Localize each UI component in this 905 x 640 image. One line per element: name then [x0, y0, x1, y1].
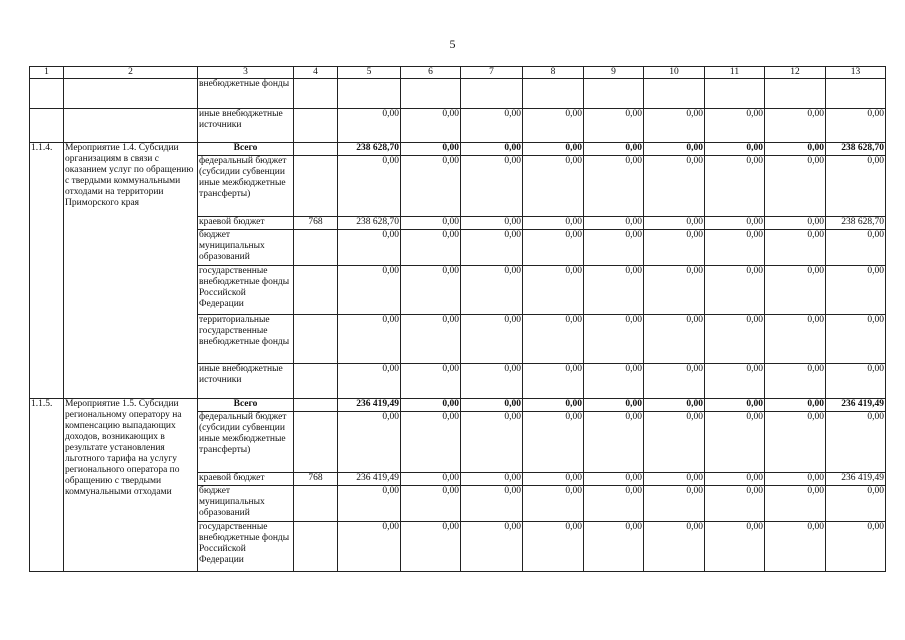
measure-title: Мероприятие 1.4. Субсидии организациям в связи с оказанием услуг по обращению с твердыми коммунальными отходами на территории Приморского края — [64, 143, 198, 399]
continuation-row — [30, 79, 886, 109]
value-cell: 0,00 — [765, 399, 826, 412]
column-header: 10 — [644, 67, 705, 79]
value-cell: 0,00 — [644, 399, 705, 412]
value-cell: 0,00 — [765, 473, 826, 486]
value-cell: 0,00 — [461, 522, 523, 572]
value-cell: 0,00 — [401, 364, 461, 399]
value-cell: 236 419,49 — [826, 473, 886, 486]
value-cell: 0,00 — [401, 473, 461, 486]
value-cell: 0,00 — [523, 230, 584, 266]
value-cell: 0,00 — [705, 266, 765, 315]
value-cell: 0,00 — [338, 522, 401, 572]
value-cell: 0,00 — [765, 217, 826, 230]
value-cell: 238 628,70 — [338, 217, 401, 230]
value-cell: 0,00 — [338, 364, 401, 399]
value-cell: 0,00 — [523, 473, 584, 486]
value-cell: 0,00 — [705, 473, 765, 486]
value-cell: 0,00 — [584, 217, 644, 230]
value-cell: 0,00 — [338, 315, 401, 364]
value-cell: 0,00 — [705, 143, 765, 156]
measure-code: 1.1.5. — [30, 399, 64, 572]
value-cell — [705, 79, 765, 109]
value-cell: 0,00 — [644, 143, 705, 156]
funding-source: государственные внебюджетные фонды Российской Федерации — [198, 522, 294, 572]
value-cell: 0,00 — [644, 486, 705, 522]
value-cell: 0,00 — [644, 315, 705, 364]
value-cell: 0,00 — [461, 364, 523, 399]
value-cell: 0,00 — [401, 522, 461, 572]
funding-source: государственные внебюджетные фонды Российской Федерации — [198, 266, 294, 315]
value-cell: 0,00 — [461, 266, 523, 315]
column-header: 1 — [30, 67, 64, 79]
column-header: 2 — [64, 67, 198, 79]
value-cell: 0,00 — [826, 364, 886, 399]
value-cell: 0,00 — [826, 156, 886, 217]
value-cell: 0,00 — [826, 109, 886, 143]
value-cell: 0,00 — [523, 315, 584, 364]
value-cell: 0,00 — [584, 143, 644, 156]
value-cell: 0,00 — [523, 364, 584, 399]
column-header: 12 — [765, 67, 826, 79]
empty-cell — [294, 109, 338, 143]
measure-total-row — [30, 143, 886, 156]
value-cell: 0,00 — [705, 156, 765, 217]
empty-cell — [294, 79, 338, 109]
budget-code — [294, 143, 338, 156]
value-cell: 0,00 — [765, 143, 826, 156]
value-cell: 0,00 — [705, 522, 765, 572]
value-cell: 0,00 — [765, 266, 826, 315]
value-cell: 0,00 — [401, 315, 461, 364]
column-header: 8 — [523, 67, 584, 79]
value-cell: 0,00 — [644, 412, 705, 473]
value-cell: 0,00 — [705, 364, 765, 399]
empty-cell — [64, 109, 198, 143]
value-cell — [338, 79, 401, 109]
header-row — [30, 67, 886, 79]
value-cell: 0,00 — [644, 473, 705, 486]
value-cell: 0,00 — [401, 412, 461, 473]
value-cell: 0,00 — [523, 486, 584, 522]
value-cell: 236 419,49 — [338, 399, 401, 412]
value-cell: 0,00 — [584, 486, 644, 522]
value-cell: 0,00 — [338, 230, 401, 266]
value-cell: 0,00 — [584, 473, 644, 486]
value-cell: 0,00 — [644, 364, 705, 399]
funding-source: Всего — [198, 399, 294, 412]
value-cell: 0,00 — [523, 217, 584, 230]
value-cell — [826, 79, 886, 109]
value-cell: 0,00 — [705, 399, 765, 412]
value-cell — [401, 79, 461, 109]
value-cell: 0,00 — [644, 217, 705, 230]
page-number: 5 — [449, 37, 456, 51]
value-cell — [461, 79, 523, 109]
value-cell: 0,00 — [584, 399, 644, 412]
measure-title: Мероприятие 1.5. Субсидии региональному оператору на компенсацию выпадающих доходов, возникающих в результате установления льготного тарифа на услугу регионального оператора по обращению с твердыми коммунальными отходами — [64, 399, 198, 572]
budget-code — [294, 266, 338, 315]
value-cell: 0,00 — [338, 266, 401, 315]
value-cell: 0,00 — [705, 109, 765, 143]
value-cell: 0,00 — [644, 266, 705, 315]
value-cell: 0,00 — [584, 109, 644, 143]
value-cell: 0,00 — [461, 230, 523, 266]
value-cell: 0,00 — [461, 315, 523, 364]
budget-code — [294, 315, 338, 364]
value-cell: 0,00 — [765, 230, 826, 266]
value-cell: 0,00 — [826, 522, 886, 572]
value-cell — [584, 79, 644, 109]
budget-code — [294, 399, 338, 412]
value-cell: 0,00 — [826, 266, 886, 315]
value-cell: 0,00 — [705, 486, 765, 522]
value-cell: 0,00 — [826, 315, 886, 364]
value-cell: 238 628,70 — [826, 143, 886, 156]
funding-source: территориальные государственные внебюджетные фонды — [198, 315, 294, 364]
value-cell: 238 628,70 — [826, 217, 886, 230]
budget-code — [294, 522, 338, 572]
value-cell: 0,00 — [523, 266, 584, 315]
value-cell: 0,00 — [401, 399, 461, 412]
value-cell: 0,00 — [523, 156, 584, 217]
value-cell: 0,00 — [584, 315, 644, 364]
funding-source: внебюджетные фонды — [198, 79, 294, 109]
value-cell: 0,00 — [401, 486, 461, 522]
value-cell: 0,00 — [826, 486, 886, 522]
column-header: 5 — [338, 67, 401, 79]
value-cell: 0,00 — [765, 364, 826, 399]
value-cell: 0,00 — [461, 486, 523, 522]
value-cell: 0,00 — [523, 399, 584, 412]
empty-cell — [64, 79, 198, 109]
empty-cell — [30, 79, 64, 109]
funding-source: иные внебюджетные источники — [198, 109, 294, 143]
funding-source: бюджет муниципальных образований — [198, 486, 294, 522]
value-cell: 0,00 — [584, 412, 644, 473]
value-cell: 0,00 — [401, 230, 461, 266]
value-cell: 0,00 — [584, 266, 644, 315]
budget-table — [29, 66, 886, 572]
value-cell: 0,00 — [765, 109, 826, 143]
funding-source: федеральный бюджет (субсидии субвенции иные межбюджетные трансферты) — [198, 156, 294, 217]
value-cell: 0,00 — [705, 412, 765, 473]
value-cell: 0,00 — [523, 109, 584, 143]
value-cell: 0,00 — [705, 230, 765, 266]
value-cell: 0,00 — [401, 156, 461, 217]
column-header: 9 — [584, 67, 644, 79]
value-cell: 0,00 — [338, 109, 401, 143]
value-cell: 0,00 — [826, 230, 886, 266]
value-cell: 0,00 — [338, 486, 401, 522]
column-header: 13 — [826, 67, 886, 79]
budget-code — [294, 156, 338, 217]
column-header: 3 — [198, 67, 294, 79]
value-cell: 0,00 — [523, 522, 584, 572]
funding-source: федеральный бюджет (субсидии субвенции иные межбюджетные трансферты) — [198, 412, 294, 473]
value-cell: 236 419,49 — [826, 399, 886, 412]
value-cell: 0,00 — [523, 412, 584, 473]
value-cell: 0,00 — [584, 522, 644, 572]
value-cell: 0,00 — [461, 109, 523, 143]
funding-source: Всего — [198, 143, 294, 156]
value-cell: 0,00 — [461, 412, 523, 473]
value-cell: 0,00 — [644, 230, 705, 266]
value-cell: 0,00 — [584, 156, 644, 217]
value-cell: 0,00 — [401, 109, 461, 143]
value-cell: 0,00 — [826, 412, 886, 473]
budget-code: 768 — [294, 473, 338, 486]
funding-source: краевой бюджет — [198, 217, 294, 230]
value-cell: 0,00 — [461, 217, 523, 230]
value-cell: 0,00 — [461, 156, 523, 217]
column-header: 4 — [294, 67, 338, 79]
value-cell: 0,00 — [644, 156, 705, 217]
column-header: 11 — [705, 67, 765, 79]
value-cell: 0,00 — [644, 109, 705, 143]
empty-cell — [30, 109, 64, 143]
value-cell: 0,00 — [644, 522, 705, 572]
value-cell: 0,00 — [461, 399, 523, 412]
value-cell: 0,00 — [765, 412, 826, 473]
budget-code — [294, 486, 338, 522]
value-cell: 0,00 — [401, 143, 461, 156]
value-cell: 0,00 — [765, 315, 826, 364]
continuation-row — [30, 109, 886, 143]
value-cell — [765, 79, 826, 109]
value-cell: 0,00 — [765, 522, 826, 572]
funding-source: краевой бюджет — [198, 473, 294, 486]
measure-total-row — [30, 399, 886, 412]
value-cell: 0,00 — [523, 143, 584, 156]
budget-code — [294, 412, 338, 473]
funding-source: бюджет муниципальных образований — [198, 230, 294, 266]
value-cell: 236 419,49 — [338, 473, 401, 486]
value-cell — [644, 79, 705, 109]
value-cell: 0,00 — [584, 364, 644, 399]
value-cell: 0,00 — [338, 156, 401, 217]
funding-source: иные внебюджетные источники — [198, 364, 294, 399]
column-header: 7 — [461, 67, 523, 79]
value-cell: 0,00 — [584, 230, 644, 266]
value-cell: 238 628,70 — [338, 143, 401, 156]
budget-code — [294, 364, 338, 399]
value-cell: 0,00 — [765, 486, 826, 522]
value-cell: 0,00 — [401, 266, 461, 315]
value-cell: 0,00 — [338, 412, 401, 473]
column-header: 6 — [401, 67, 461, 79]
value-cell: 0,00 — [705, 217, 765, 230]
measure-code: 1.1.4. — [30, 143, 64, 399]
budget-code: 768 — [294, 217, 338, 230]
value-cell — [523, 79, 584, 109]
value-cell: 0,00 — [461, 143, 523, 156]
value-cell: 0,00 — [401, 217, 461, 230]
budget-code — [294, 230, 338, 266]
value-cell: 0,00 — [765, 156, 826, 217]
value-cell: 0,00 — [461, 473, 523, 486]
value-cell: 0,00 — [705, 315, 765, 364]
